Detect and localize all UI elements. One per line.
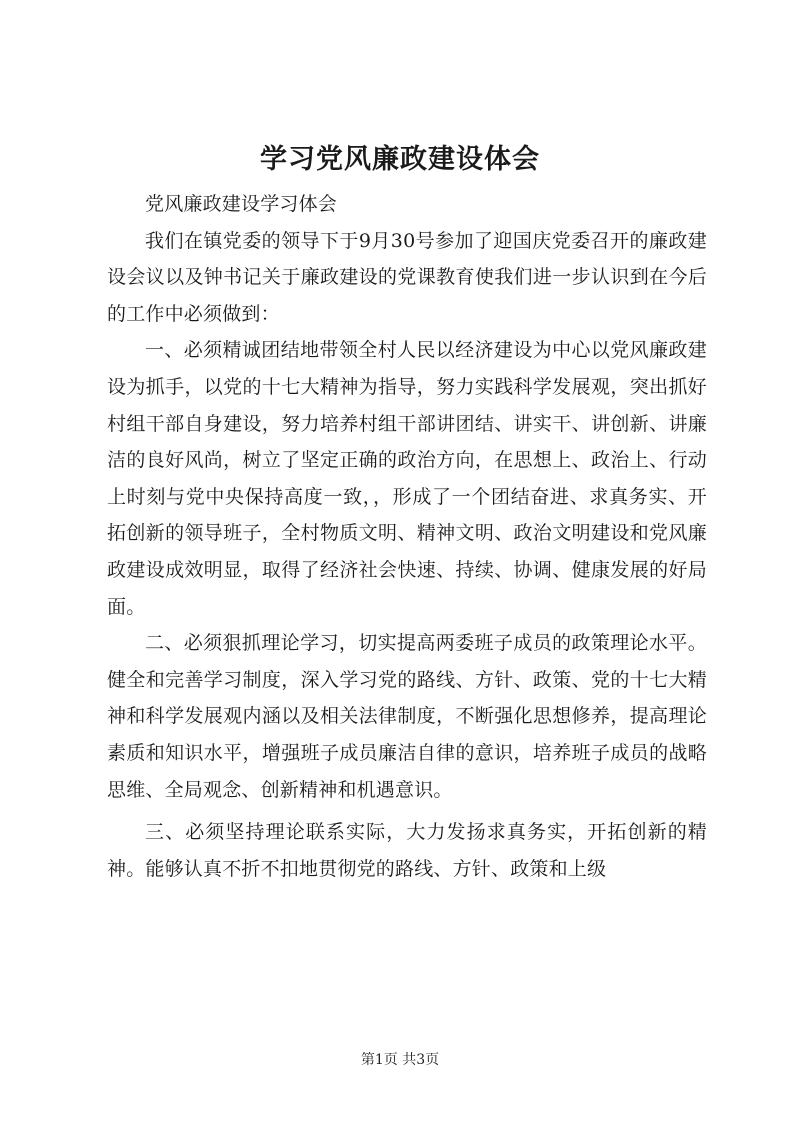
page-number-footer: 第1页 共3页 xyxy=(360,1052,440,1068)
document-body xyxy=(107,186,707,887)
document-title: 学习党风廉政建设体会 xyxy=(260,144,540,175)
point-three-paragraph: 三、必须坚持理论联系实际，大力发扬求真务实，开拓创新的精神。能够认真不折不扣地贯彻党的路线、方针、政策和上级 xyxy=(107,821,707,880)
point-two-paragraph: 二、必须狠抓理论学习，切实提高两委班子成员的政策理论水平。健全和完善学习制度，深入学习党的路线、方针、政策、党的十七大精神和科学发展观内涵以及相关法律制度，不断强化思想修养，提高理论素质和知识水平，增强班子成员廉洁自律的意识，培养班子成员的战略思维、全局观念、创新精神和机遇意识。 xyxy=(107,632,707,801)
intro-paragraph: 我们在镇党委的领导下于9月30号参加了迎国庆党委召开的廉政建设会议以及钟书记关于廉政建设的党课教育使我们进一步认识到在今后的工作中必须做到： xyxy=(107,229,707,325)
subtitle-paragraph: 党风廉政建设学习体会 xyxy=(145,193,338,215)
point-one-paragraph: 一、必须精诚团结地带领全村人民以经济建设为中心以党风廉政建设为抓手，以党的十七大精神为指导，努力实践科学发展观，突出抓好村组干部自身建设，努力培养村组干部讲团结、讲实干、讲创新、讲廉洁的良好风尚，树立了坚定正确的政治方向，在思想上、政治上、行动上时刻与党中央保持高度一致，，形成了一个团结奋进、求真务实、开拓创新的领导班子，全村物质文明、精神文明、政治文明建设和党风廉政建设成效明显，取得了经济社会快速、持续、协调、健康发展的好局面。 xyxy=(107,339,707,618)
